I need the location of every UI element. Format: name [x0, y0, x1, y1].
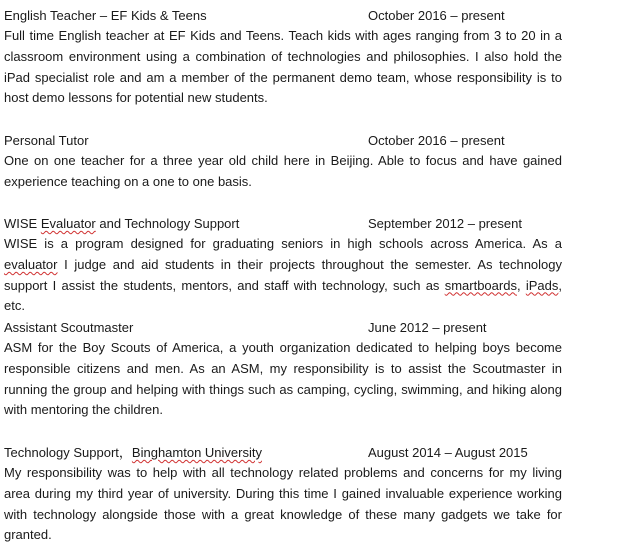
description-text: , etc.: [4, 277, 562, 314]
entry-date: October 2016 – present: [368, 8, 505, 23]
description-text: ,: [516, 277, 526, 293]
entry-title-text: Technology Support，: [4, 445, 132, 460]
description-text: I judge and aid students in their projects throughout the semester. As technology support I assist the students, mentors, and staff with technology, such as: [4, 256, 562, 293]
entry-date: August 2014 – August 2015: [368, 445, 528, 460]
entry-title: [4, 442, 262, 463]
entry-header: [4, 213, 562, 234]
experience-entry-technology-support: [4, 442, 562, 546]
spellcheck-word: evaluator: [4, 256, 58, 272]
entry-description: [4, 234, 562, 317]
experience-entry-wise-evaluator: [4, 213, 562, 317]
description-text: WISE is a program designed for graduating seniors in high schools across America. As a: [4, 236, 562, 251]
entry-description: ASM for the Boy Scouts of America, a youth organization dedicated to helping boys become responsible citizens and men. As an ASM, my responsibility is to assist the Scoutmaster in running the group and helping with things such as camping, cycling, swimming, and hiking along with mentoring the children.: [4, 340, 562, 418]
spellcheck-word: smartboards: [444, 277, 517, 293]
spellcheck-word: Binghamton University: [131, 445, 262, 460]
spellcheck-word: Evaluator: [40, 216, 96, 231]
entry-date: June 2012 – present: [368, 320, 487, 335]
entry-title: [4, 213, 239, 234]
entry-description: My responsibility was to help with all technology related problems and concerns for my living area during my third year of university. During this time I gained invaluable experience working with technology alongside those with a great knowledge of these many gadgets we take for granted.: [4, 465, 562, 543]
spellcheck-word: iPads: [525, 277, 559, 293]
entry-date: September 2012 – present: [368, 216, 522, 231]
entry-date: October 2016 – present: [368, 133, 505, 148]
entry-description: Full time English teacher at EF Kids and Teens. Teach kids with ages ranging from 3 to 20 in a classroom environment using a combination of technologies and philosophies. I also hold the iPad specialist role and am a member of the permanent demo team, whose responsibility is to host demo lessons for potential new students.: [4, 28, 562, 106]
entry-title: Personal Tutor: [4, 133, 89, 148]
experience-entry-ef-teacher: [4, 5, 562, 109]
entry-title: Assistant Scoutmaster: [4, 320, 134, 335]
entry-header: [4, 317, 562, 338]
entry-title-text: and Technology Support: [95, 216, 240, 231]
entry-title-text: WISE: [4, 216, 41, 231]
experience-entry-personal-tutor: [4, 130, 562, 193]
entry-header: [4, 130, 562, 151]
entry-header: [4, 5, 562, 26]
entry-title: English Teacher – EF Kids & Teens: [4, 8, 207, 23]
entry-description: One on one teacher for a three year old child here in Beijing. Able to focus and have gained experience teaching on a one to one basis.: [4, 153, 562, 189]
entry-header: [4, 442, 562, 463]
experience-entry-assistant-scoutmaster: [4, 317, 562, 421]
